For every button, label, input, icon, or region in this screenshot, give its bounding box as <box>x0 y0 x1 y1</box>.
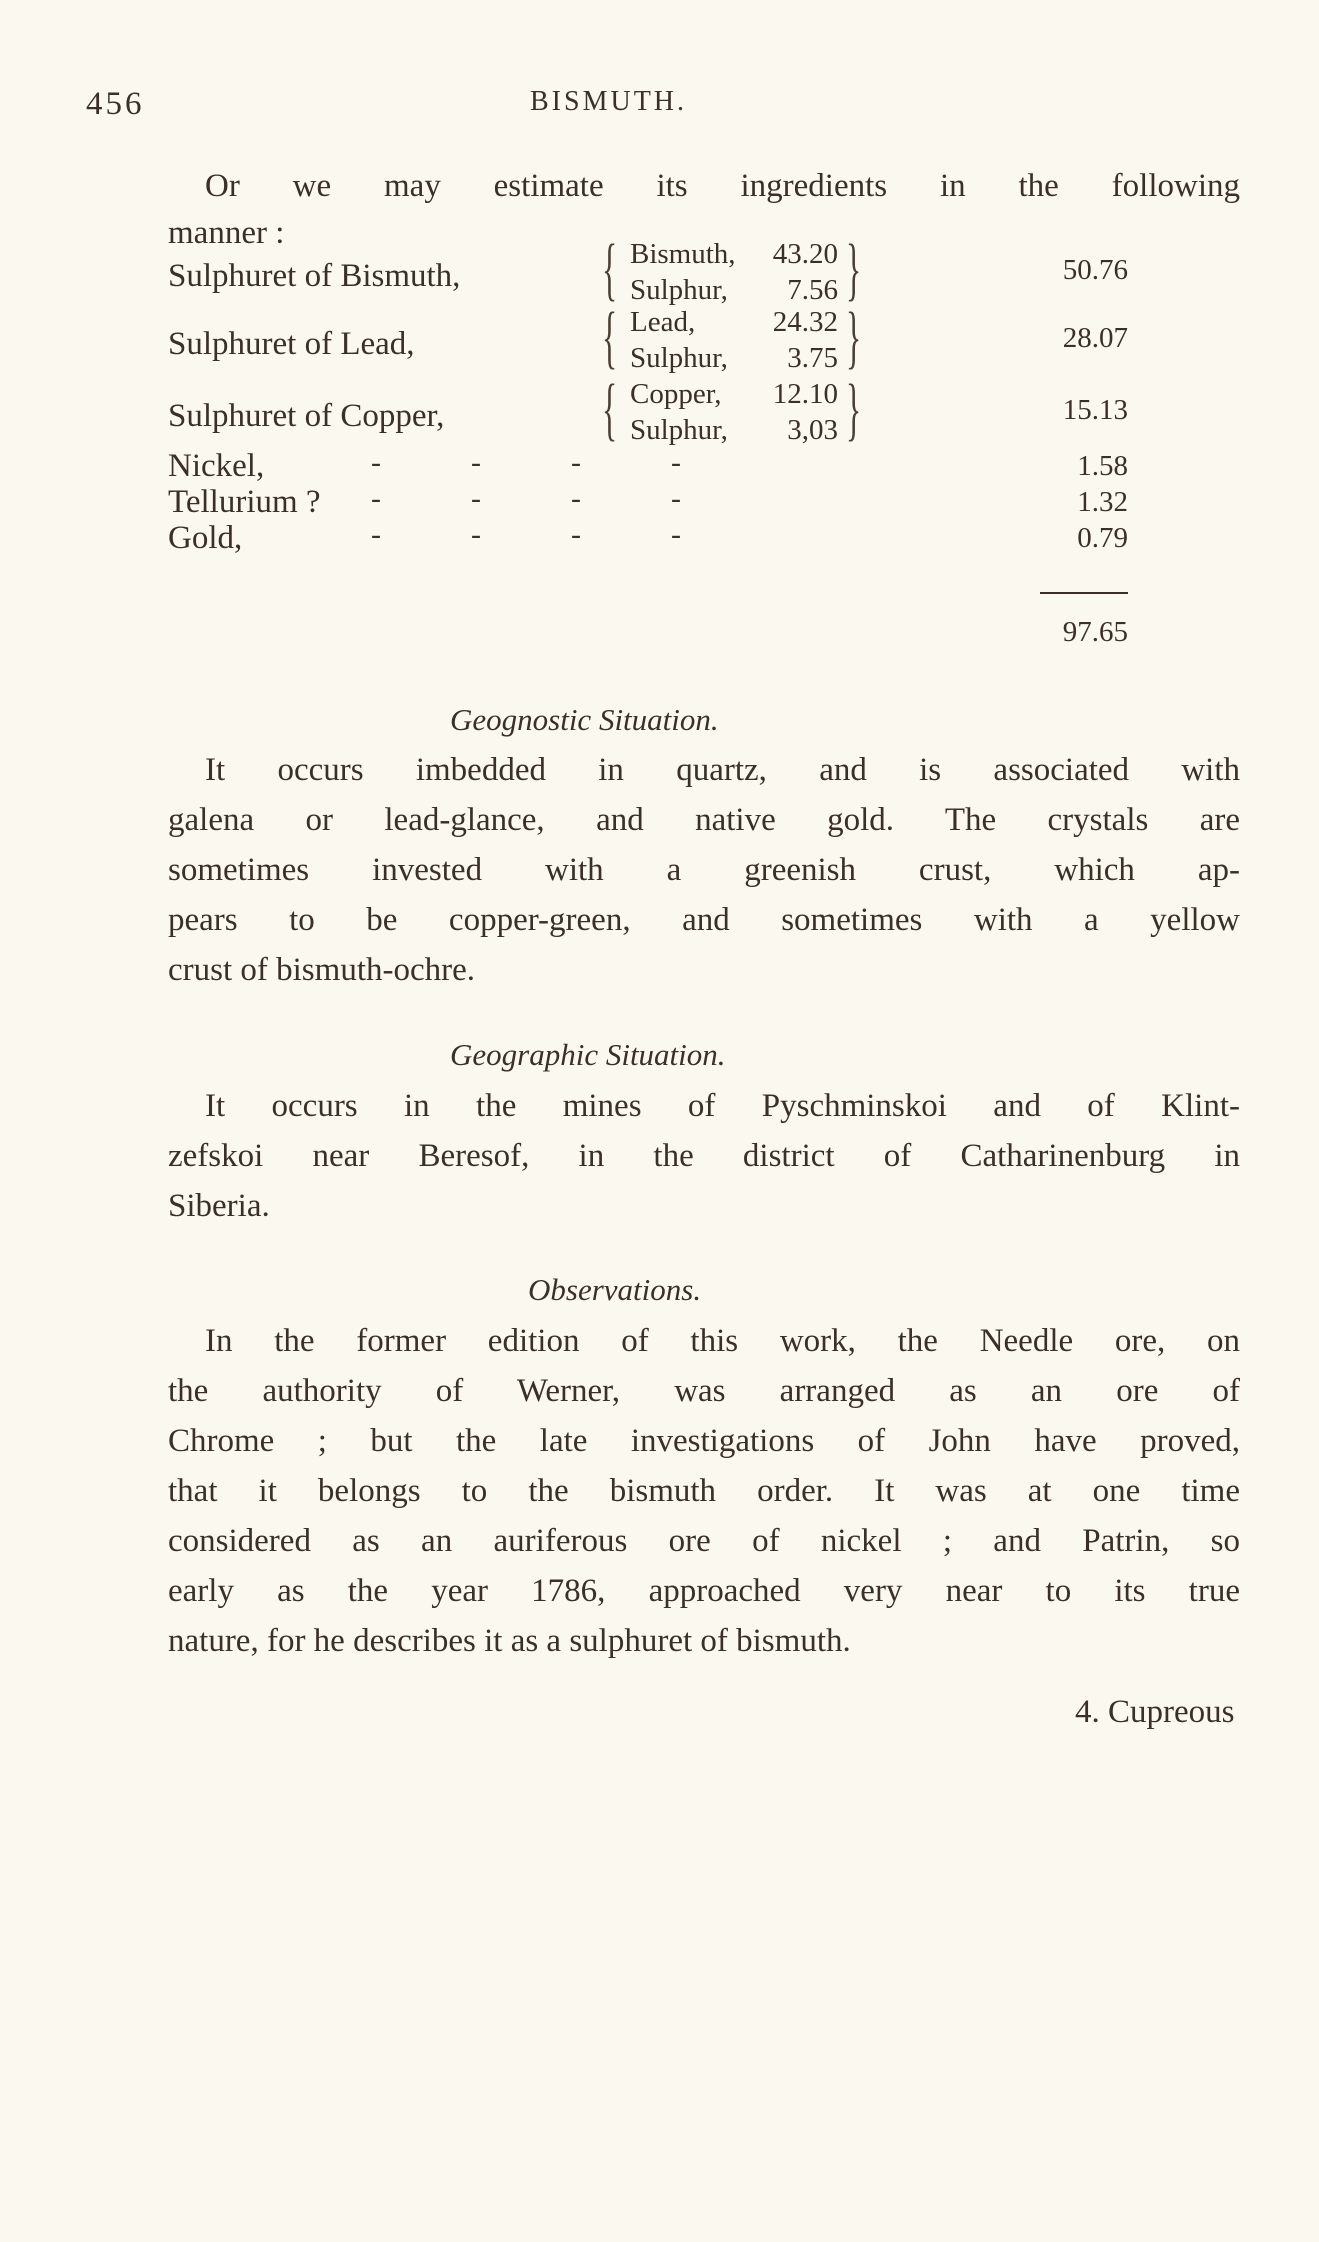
part-name: Sulphur, <box>630 274 728 306</box>
leader-dash: - <box>471 482 481 515</box>
intro-line: manner : <box>168 215 285 251</box>
left-brace: { <box>602 299 618 376</box>
right-brace: } <box>846 371 862 448</box>
part-value: 12.10 <box>772 378 838 410</box>
part-name: Copper, <box>630 378 722 410</box>
leader-dash: - <box>571 446 581 479</box>
paragraph-line: the authority of Werner, was arranged as an ore of <box>168 1373 1240 1409</box>
section-heading: Geognostic Situation. <box>450 702 719 737</box>
compound-total: 28.07 <box>1062 322 1128 354</box>
part-value: 3,03 <box>787 414 838 446</box>
leader-dash: - <box>471 446 481 479</box>
leader-dash: - <box>371 518 381 551</box>
leader-dash: - <box>571 518 581 551</box>
paragraph-line: Siberia. <box>168 1188 270 1224</box>
part-value: 24.32 <box>772 306 838 338</box>
leader-dash: - <box>671 518 681 551</box>
catchword: 4. Cupreous <box>1075 1694 1235 1730</box>
leader-dash: - <box>571 482 581 515</box>
paragraph-line: that it belongs to the bismuth order. It was at one time <box>168 1473 1240 1509</box>
paragraph-line: crust of bismuth-ochre. <box>168 952 476 988</box>
part-name: Bismuth, <box>630 238 736 270</box>
compound-label: Sulphuret of Copper, <box>168 398 445 434</box>
leader-dash: - <box>371 446 381 479</box>
paragraph-line: considered as an auriferous ore of nickel ; and Patrin, so <box>168 1523 1240 1559</box>
element-label: Gold, <box>168 520 243 556</box>
part-name: Sulphur, <box>630 342 728 374</box>
left-brace: { <box>602 231 618 308</box>
paragraph-line: zefskoi near Beresof, in the district of Catharinenburg in <box>168 1138 1240 1174</box>
paragraph-line: pears to be copper-green, and sometimes with a yellow <box>168 902 1240 938</box>
leader-dash: - <box>671 482 681 515</box>
leader-dash: - <box>371 482 381 515</box>
part-value: 3.75 <box>787 342 838 374</box>
page-number: 456 <box>86 86 145 122</box>
paragraph-line: nature, for he describes it as a sulphuret of bismuth. <box>168 1623 851 1659</box>
paragraph-line: It occurs in the mines of Pyschminskoi and of Klint- <box>205 1088 1240 1124</box>
section-heading: Geographic Situation. <box>450 1037 726 1072</box>
right-brace: } <box>846 231 862 308</box>
section-heading: Observations. <box>528 1272 702 1307</box>
left-brace: { <box>602 371 618 448</box>
element-value: 1.32 <box>1077 486 1128 518</box>
element-value: 0.79 <box>1077 522 1128 554</box>
paragraph-line: It occurs imbedded in quartz, and is associated with <box>205 752 1240 788</box>
intro-line: Or we may estimate its ingredients in the following <box>205 168 1240 204</box>
part-value: 43.20 <box>772 238 838 270</box>
sum-rule <box>1040 592 1128 594</box>
compound-total: 15.13 <box>1062 394 1128 426</box>
compound-total: 50.76 <box>1062 254 1128 286</box>
sum-total: 97.65 <box>1062 616 1128 648</box>
element-value: 1.58 <box>1077 450 1128 482</box>
part-name: Sulphur, <box>630 414 728 446</box>
right-brace: } <box>846 299 862 376</box>
leader-dash: - <box>471 518 481 551</box>
compound-label: Sulphuret of Bismuth, <box>168 258 461 294</box>
paragraph-line: Chrome ; but the late investigations of John have proved, <box>168 1423 1240 1459</box>
paragraph-line: galena or lead-glance, and native gold. The crystals are <box>168 802 1240 838</box>
element-label: Tellurium ? <box>168 484 321 520</box>
compound-label: Sulphuret of Lead, <box>168 326 415 362</box>
leader-dash: - <box>671 446 681 479</box>
part-value: 7.56 <box>787 274 838 306</box>
element-label: Nickel, <box>168 448 265 484</box>
paragraph-line: In the former edition of this work, the Needle ore, on <box>205 1323 1240 1359</box>
part-name: Lead, <box>630 306 696 338</box>
running-title: BISMUTH. <box>530 86 688 117</box>
paragraph-line: sometimes invested with a greenish crust, which ap- <box>168 852 1240 888</box>
paragraph-line: early as the year 1786, approached very near to its true <box>168 1573 1240 1609</box>
